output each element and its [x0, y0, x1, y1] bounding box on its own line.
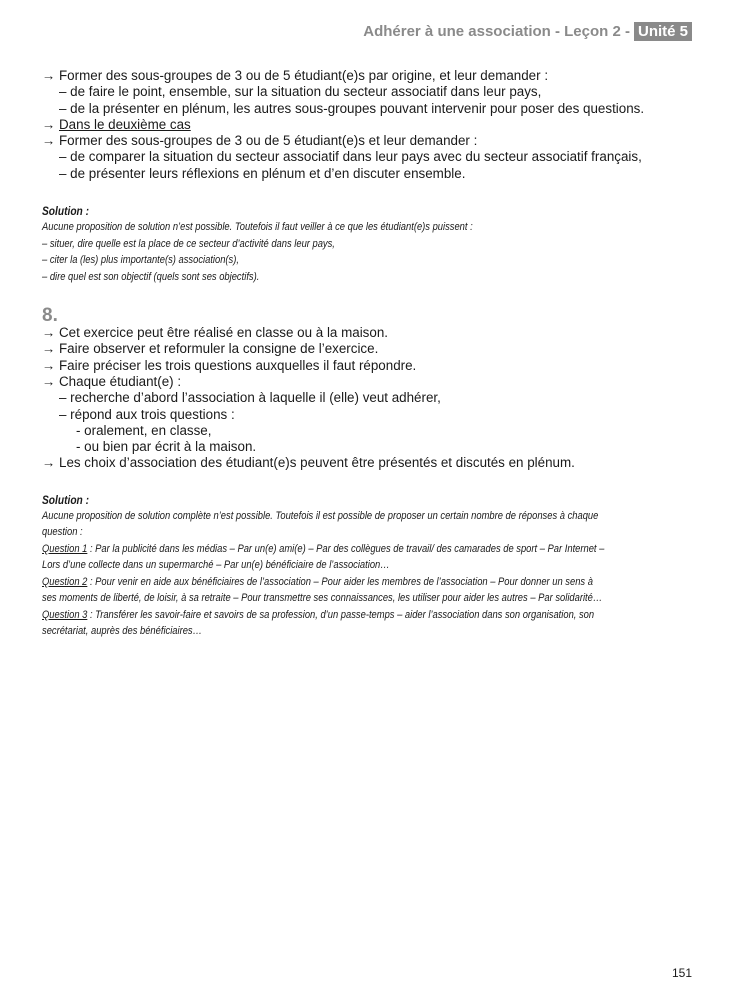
- solution-line: Lors d’une collecte dans un supermarché – Par un(e) bénéficiaire de l’association…: [42, 559, 390, 572]
- instruction-line: – répond aux trois questions :: [59, 406, 235, 422]
- solution-line: secrétariat, auprès des bénéficiaires…: [42, 625, 203, 638]
- page-content: [42, 68, 702, 640]
- arrow-icon: →: [42, 357, 56, 373]
- solution-line: Question 1 : Par la publicité dans les médias – Par un(e) ami(e) – Par des collègues de travail/ des camarades de sport – Par Internet –: [42, 542, 605, 555]
- instruction-line: → Chaque étudiant(e) :: [42, 373, 182, 389]
- arrow-icon: →: [42, 325, 56, 341]
- page-number: 151: [671, 966, 692, 980]
- solution-line: Aucune proposition de solution complète n’est possible. Toutefois il est possible de proposer un certain nombre de réponses à chaque: [42, 509, 599, 522]
- lesson-title: Adhérer à une association - Leçon 2 -: [363, 23, 630, 40]
- arrow-icon: →: [42, 373, 56, 389]
- solution-line: Question 3 : Transférer les savoir-faire et savoirs de sa profession, d’un passe-temps – aider l’association dans son organisation, son: [42, 608, 595, 621]
- solution-title: Solution :: [42, 492, 90, 507]
- instruction-line: → Former des sous-groupes de 3 ou de 5 étudiant(e)s et leur demander :: [42, 133, 478, 149]
- arrow-icon: →: [42, 133, 56, 149]
- solution-line: – situer, dire quelle est la place de ce secteur d’activité dans leur pays,: [42, 237, 335, 250]
- instruction-line: – de comparer la situation du secteur associatif dans leur pays avec du secteur associatif français,: [59, 149, 642, 165]
- instruction-line: - ou bien par écrit à la maison.: [76, 439, 257, 455]
- instruction-line: → Les choix d’association des étudiant(e)s peuvent être présentés et discutés en plénum.: [42, 455, 575, 471]
- solution-title: Solution :: [42, 204, 90, 219]
- instruction-line: – recherche d’abord l’association à laquelle il (elle) veut adhérer,: [59, 390, 441, 406]
- arrow-icon: →: [42, 68, 56, 83]
- section-number: 8.: [42, 305, 58, 327]
- instruction-line: – de faire le point, ensemble, sur la situation du secteur associatif dans leur pays,: [59, 84, 542, 100]
- case-heading: Dans le deuxième cas: [59, 116, 191, 132]
- question-label: Question 3: [42, 608, 88, 621]
- instruction-line: [42, 117, 702, 133]
- unit-badge: Unité 5: [634, 22, 692, 41]
- instruction-line: - oralement, en classe,: [76, 422, 212, 438]
- question-label: Question 2: [42, 575, 88, 588]
- solution-line: – dire quel est son objectif (quels sont ses objectifs).: [42, 270, 260, 283]
- page-header: [363, 22, 692, 41]
- arrow-icon: →: [42, 455, 56, 471]
- instruction-line: – de la présenter en plénum, les autres sous-groupes pouvant intervenir pour poser des questions.: [59, 100, 645, 116]
- instruction-line: – de présenter leurs réflexions en plénum et d’en discuter ensemble.: [59, 165, 466, 181]
- arrow-icon: →: [42, 116, 56, 132]
- solution-line: Aucune proposition de solution n’est possible. Toutefois il faut veiller à ce que les étudiant(e)s puissent :: [42, 221, 473, 234]
- instruction-line: → Faire préciser les trois questions auxquelles il faut répondre.: [42, 357, 417, 373]
- solution-line: ses moments de liberté, de loisir, à sa retraite – Pour transmettre ses connaissances, les utiliser pour aider les autres – Par solidarité…: [42, 592, 603, 605]
- instruction-line: → Former des sous-groupes de 3 ou de 5 étudiant(e)s par origine, et leur demander :: [42, 68, 549, 83]
- solution-line: – citer la (les) plus importante(s) association(s),: [42, 254, 239, 267]
- instruction-line: → Cet exercice peut être réalisé en classe ou à la maison.: [42, 325, 388, 341]
- solution-line: Question 2 : Pour venir en aide aux bénéficiaires de l’association – Pour aider les membres de l’association – Pour donner un sens à: [42, 575, 593, 588]
- question-label: Question 1: [42, 542, 88, 555]
- instruction-line: → Faire observer et reformuler la consigne de l’exercice.: [42, 341, 379, 357]
- arrow-icon: →: [42, 341, 56, 357]
- solution-line: question :: [42, 526, 83, 539]
